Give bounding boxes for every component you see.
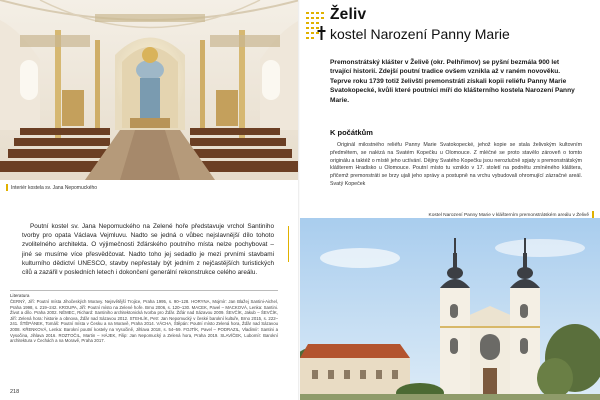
left-body-text: Poutní kostel sv. Jana Nepomuckého na Zelené hoře představuje vrchol Santiniho tvorby pro opata Václava Vejmluvu. Nadto se jedná o vůbec nejslavnější dílo tohoto zvolitelného architekta. O výjimečnosti žďárského poutního místa nelze pochybovat – jiné se musíme více přesvědčovat. Nadto toho jej sedadlo je mezi prvními stavbami kulturního dědictví UNESCO, stavby nepřestaly být jedním z nejčastějších turistických cílů a zazářil v posledních letech i dokončení generální rekonstrukce celého areálu.	[22, 223, 274, 277]
interior-caption-text: Interiér kostela sv. Jana Nepomuckého	[11, 184, 98, 191]
interior-photo	[0, 0, 300, 180]
section-body-text: Originál milostného reliéfu Panny Marie Svatokopecké, jehož kopie se stala želivským kultovním předmětem, se nalézá na Svatém Kopečku u Olomouce. Z mléčné se proto stavělo zároveň o tomto originálu a taktéž o místě jeho uctívání. Dějiny Svatého Kopečku jsou nerozlučně spjaty s premonstrátským klášterem Hradisko u Olomouce. Poutní místo tu vzniklo v 17. století na podnětu zmíněného kláštera, přičemž premonstráti se brzy ujali jeho správy a postupně na vrchu vybudovali ohromující zázračné areál. Svatý Kopeček	[330, 142, 582, 187]
cross-emblem-icon	[304, 8, 326, 48]
page-title: Želiv	[330, 6, 367, 23]
church-caption-text: Kostel Narození Panny Marie v klášterním premonstrátském areálu v Želivě	[428, 212, 589, 218]
section-heading: K počátkům	[330, 128, 373, 137]
literature-block	[10, 290, 278, 344]
intro-paragraph: Premonstrátský klášter v Želivě (okr. Pelhřimov) se pyšní bezmála 900 let trvající historií. Zdejší poutní tradice ovšem vznikla až v raném novověku. Teprve roku 1739 totiž želivští premonstráti získali kopii reliéfu Panny Marie Svatokopecké, kvůli které poutníci míří do klášterního kostela Narození Panny Marie.	[330, 59, 575, 104]
interior-photo-caption	[6, 184, 97, 191]
literature-text: ČERNÝ, Jiří: Poutní místa Jihočeských Moravy. Nejsvětější Trojice, Praha 1995, s. 90–128. HORYNA, Mojmír: Jan Blažej Santini-Aichel, Praha 1998, s. 219–242. KROUPA, Jiří: Poutní místo na Zelené hoře. Brno 2006, s. 120–130. MACEK, Pavel – MACKOVÁ, Lenka: Santini. Život a dílo. Praha 2002. NĚMEC, Richard: Santiniho architektonická tvorba pro Žďár. Žďár nad Sázavou 2009. ŠEVČÍK, Jakub – ŠEVČÍK, Jiří: Zelená hora: historie a obnova, Žďár nad Sázavou 2012. STEHLÍK, Petr: Jan Nepomucký v české barokní kultuře, Brno 2015, s. 222–241. ŠTĚPÁNEK, Tomáš: Poutní místa v Česku a na Moravě, Praha 2014. VÁCHA, Štěpán: Poutní místo Zelená hora, Žďár nad Sázavou 2008. KŘENKOVÁ, Lenka: Barokní poutní kostely na Vysočině, Jihlava 2018, s. 54–59. FOJTÍK, Pavel – PODRAZIL, Vladimír: Santini a Vysočina, Jihlava 2016. ROZTOČIL, Martin – HÁJEK, Filip: Jan Nepomucký a Zelená hora, Praha 2019. SLAVÍČEK, Lubomír: Barokní architektura v Čechách a na Moravě, Praha 2017.	[10, 299, 278, 344]
literature-title: Literatura	[10, 293, 30, 298]
accent-rule	[288, 226, 289, 262]
right-page	[300, 0, 600, 400]
page-subtitle: kostel Narození Panny Marie	[330, 26, 510, 42]
church-photo	[300, 218, 600, 400]
page-number: 218	[10, 389, 20, 395]
caption-marker	[592, 211, 594, 218]
church-photo-caption	[410, 211, 594, 218]
caption-marker	[6, 184, 8, 191]
